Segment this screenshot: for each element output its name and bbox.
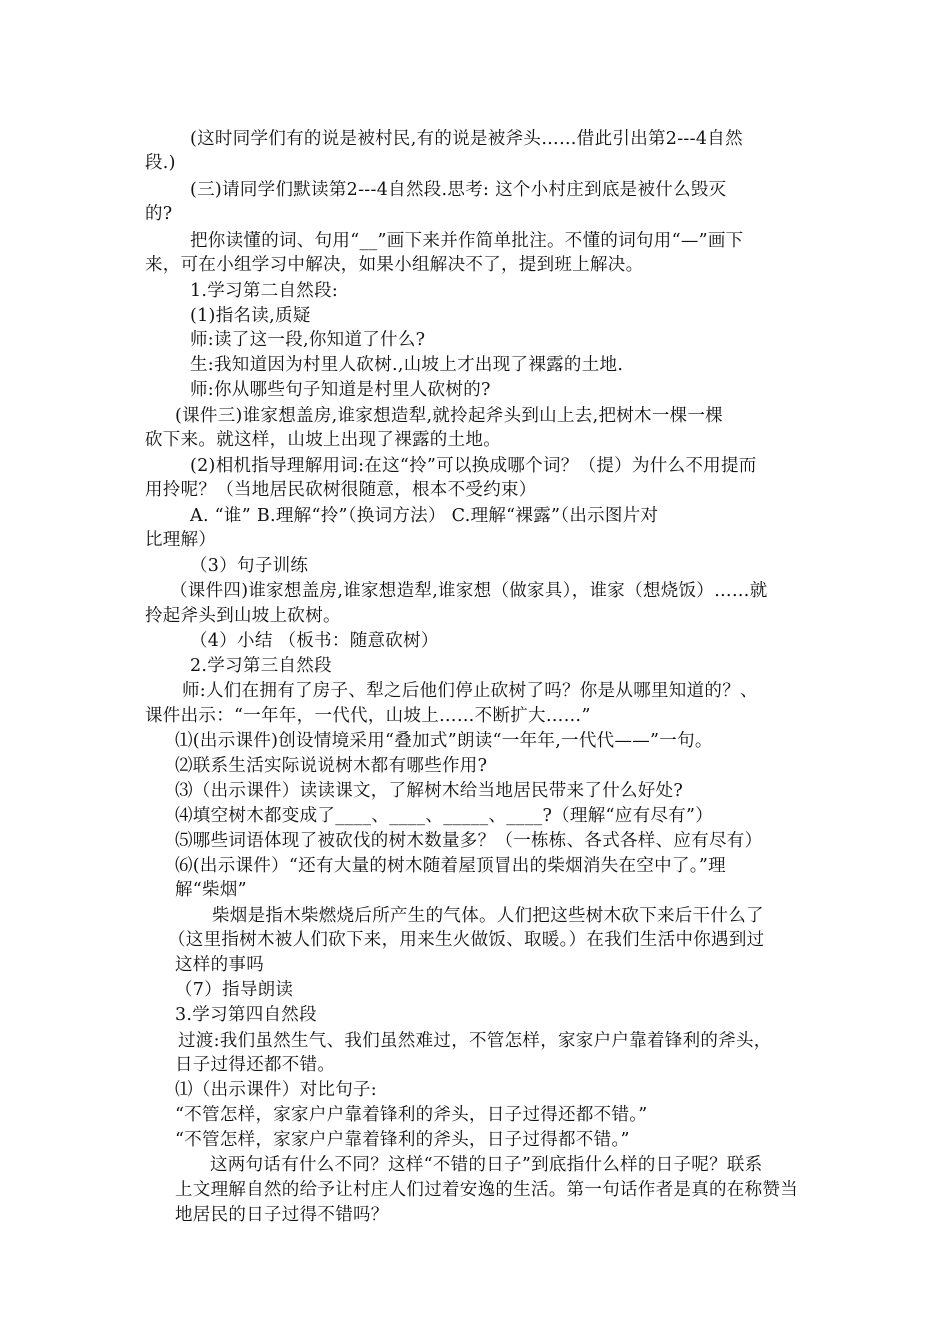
text-line: 用拎呢？（当地居民砍树很随意，根本不受约束） <box>145 480 537 500</box>
text-line: 这样的事吗 <box>175 955 264 975</box>
text-line: （7）指导朗读 <box>175 980 294 1000</box>
text-line: 段.) <box>145 153 176 173</box>
text-line: ⑹(出示课件）“还有大量的树木随着屋顶冒出的柴烟消失在空中了。”理 <box>175 856 726 876</box>
text-line: 砍下来。就这样，山坡上出现了裸露的土地。 <box>145 430 501 450</box>
text-line: （课件四)谁家想盖房,谁家想造犁,谁家想（做家具），谁家（想烧饭）……就 <box>170 581 768 601</box>
text-line: 师:读了这一段,你知道了什么? <box>190 330 426 350</box>
text-line: 2.学习第三自然段 <box>190 656 332 676</box>
text-line: 解“柴烟” <box>175 880 247 900</box>
text-line: 生:我知道因为村里人砍树.,山坡上才出现了裸露的土地. <box>190 355 624 375</box>
text-line: 日子过得还都不错。 <box>175 1055 336 1075</box>
text-line: ⑵联系生活实际说说树木都有哪些作用? <box>175 756 488 776</box>
text-line: 上文理解自然的给予让村庄人们过着安逸的生活。第一句话作者是真的在称赞当 <box>175 1180 798 1200</box>
text-line: 1.学习第二自然段: <box>190 281 339 301</box>
text-line: （4）小结 （板书：随意砍树） <box>190 631 439 651</box>
text-line: 课件出示：“一年年，一代代，山坡上……不断扩大……” <box>145 706 591 726</box>
text-line: ⑴(出示课件)创设情境采用“叠加式”朗读“一年年,一代代——”一句。 <box>175 731 713 751</box>
text-line: ⑸哪些词语体现了被砍伐的树木数量多？（一栋栋、各式各样、应有尽有） <box>175 831 763 851</box>
text-line: 把你读懂的词、句用“__”画下来并作简单批注。不懂的词句用“—”画下 <box>190 231 744 251</box>
text-line: (1)指名读,质疑 <box>190 306 311 326</box>
text-line: 过渡:我们虽然生气、我们虽然难过，不管怎样，家家户户靠着锋利的斧头， <box>178 1031 772 1051</box>
text-line: (这时同学们有的说是被村民,有的说是被斧头……借此引出第2---4自然 <box>190 129 743 149</box>
text-line: 拎起斧头到山坡上砍树。 <box>145 606 341 626</box>
text-line: （3）句子训练 <box>190 556 309 576</box>
text-line: 的? <box>145 204 173 224</box>
text-line: 3.学习第四自然段 <box>175 1005 317 1025</box>
text-line: 这两句话有什么不同？这样“不错的日子”到底指什么样的日子呢？联系 <box>210 1155 763 1175</box>
text-line: (2)相机指导理解用词:在这“拎”可以换成哪个词？（提）为什么不用提而 <box>190 456 757 476</box>
text-line: ⑴（出示课件）对比句子: <box>175 1080 377 1100</box>
text-line: 地居民的日子过得不错吗？ <box>175 1205 389 1225</box>
text-line: A. “谁” B.理解“拎”（换词方法） C.理解“裸露”（出示图片对 <box>190 506 659 526</box>
text-line: ⑷填空树木都变成了____、____、_____、____?（理解“应有尽有”） <box>175 806 714 826</box>
text-line: (三)请同学们默读第2---4自然段.思考: 这个小村庄到底是被什么毁灭 <box>190 180 727 200</box>
text-line: “不管怎样，家家户户靠着锋利的斧头，日子过得都不错。” <box>175 1130 630 1150</box>
text-line: 师:你从哪些句子知道是村里人砍树的? <box>190 380 491 400</box>
text-line: (课件三)谁家想盖房,谁家想造犁,就拎起斧头到山上去,把树木一棵一棵 <box>175 406 724 426</box>
text-line: 比理解） <box>145 530 217 550</box>
text-line: 来，可在小组学习中解决，如果小组解决不了，提到班上解决。 <box>145 255 644 275</box>
text-line: “不管怎样，家家户户靠着锋利的斧头，日子过得还都不错。” <box>175 1105 648 1125</box>
text-line: 师:人们在拥有了房子、犁之后他们停止砍树了吗？你是从哪里知道的？、 <box>182 681 758 701</box>
text-line: ⑶（出示课件）读读课文，了解树木给当地居民带来了什么好处? <box>175 781 684 801</box>
text-line: （这里指树木被人们砍下来，用来生火做饭、取暖。）在我们生活中你遇到过 <box>168 930 765 950</box>
text-line: 柴烟是指木柴燃烧后所产生的气体。人们把这些树木砍下来后干什么了 <box>212 906 764 926</box>
